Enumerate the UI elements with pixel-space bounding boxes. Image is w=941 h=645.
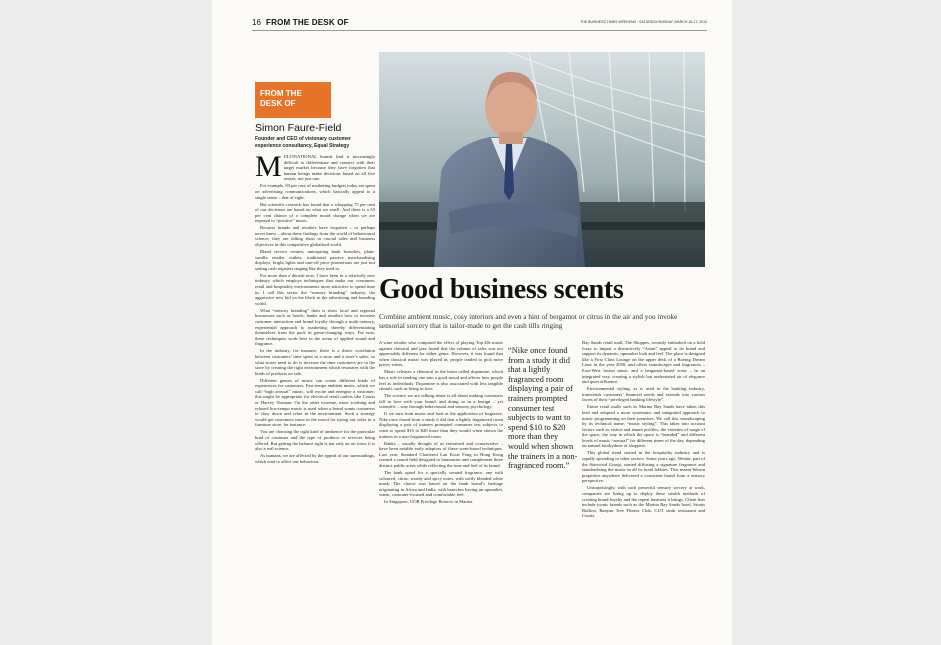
paragraph: The bank opted for a specially created fragrance, one with coloured, citrus, woody and spicy notes, with softly blended white musk. The choice was based on the bank brand’s heritage originating in Africa and India, with branches having an upmarket, warm, customer-focused and comfortable feel. bbox=[379, 470, 503, 498]
author-role: Founder and CEO of visionary customer experience consultancy, Equal Strategy bbox=[255, 136, 351, 149]
section-tag bbox=[255, 82, 331, 118]
paragraph: You are choosing the right kind of ambience for the particular kind of customer and the type of products or services being offered. But getting the balance right is not only an art form, it is also a real science. bbox=[255, 429, 375, 452]
portrait-photo bbox=[379, 52, 705, 267]
paragraph: But scientific research has found that a whopping 75 per cent of our decisions are based on what we smell. And there is a 65 per cent chance of a complete mood change when we are exposed to “positive” music. bbox=[255, 201, 375, 224]
paragraph: This global trend started in the hospitality industry and is rapidly spreading to other sectors. Some years ago, Westin, part of the Starwood Group, started diffusing a signature fragrance and standardising the music in all its hotel lobbies. This meant Westin properties anywhere delivered a consistent brand from a sensory perspective. bbox=[582, 450, 705, 484]
standfirst: Combine ambient music, cosy interiors and even a hint of bergamot or citrus in the air and you invoke sensorial sorcery that is tailor-made to get the cash tills ringing bbox=[379, 312, 678, 330]
newspaper-page bbox=[212, 0, 732, 645]
paragraph: Because brands and retailers have forgotten – or perhaps never knew – about these findings from the world of behavioural science, they are falling short in crucial sales and business objectives in this competitive globalised world. bbox=[255, 225, 375, 248]
section-tag-label: FROM THE DESK OF bbox=[260, 89, 302, 108]
paragraph: Different genres of music can create different kinds of experiences for customers. Fast-tempo ambient music, which we call “high arousal” music, will excite and energise a customer; this might be appropriate for electrical retail outlets like Courts or Harvey Norman. On the other extreme, more soothing and relaxed low-tempo music is used when a brand wants customers to slow down and relax in the environment. Such a strategy would get customers more in the mood for trying out sofas in a furniture store, for instance. bbox=[255, 377, 375, 428]
paragraph: In the industry, for instance, there is a direct correlation between customers’ time spent in a store and a store’s sales, so what stores need to do is increase the time customers are in the store by creating the right environment which resonates with the kinds of products on sale. bbox=[255, 348, 375, 376]
pull-quote: “Nike once found from a study it did that a lightly fragranced room displaying a pair of trainers prompted consumer test subjects to want to spend $10 to $20 more than they would when shown the trainers in a non-fragranced room.” bbox=[508, 346, 578, 471]
article-column-4 bbox=[582, 340, 705, 645]
paragraph: The science we are talking about is all about making customers fall in love with your brand, and doing so in a benign – yet scientific – way through behavioural and sensory psychology. bbox=[379, 393, 503, 410]
paragraph: For more than a decade now, I have been in a relatively new industry which employs techniques that make our consumer, retail and hospitality environments more attractive to spend time in. I call this sector the “sensory branding” industry, the aggressive new kid on the block in the advertising and branding world. bbox=[255, 272, 375, 306]
section-title: FROM THE DESK OF bbox=[266, 18, 349, 27]
author-name: Simon Faure-Field bbox=[255, 122, 342, 134]
paragraph: If we turn from music and look at the application of fragrance, Nike once found from a study it did that a lightly fragranced room displaying a pair of trainers prompted consumer test subjects to want to spend $10 to $20 more than they would when shown the trainers in a non-fragranced room. bbox=[379, 411, 503, 439]
paragraph: Entire retail malls such as Marina Bay Sands have taken this lead and adopted a more systematic and integrated approach to music programming on their premises. We call this soundscaping by its technical name, “music styling”. This takes into account factors such as visitor and tenant profiles, the varieties of usage of the space, the way in which the space is “branded” and different levels of music “arousal” for different times of the day, depending on natural biorhythms of shoppers. bbox=[582, 404, 705, 449]
publication-line: THE BUSINESS TIMES WEEKEND · SATURDAY/SUNDAY, MARCH 16-17, 2013 bbox=[580, 20, 707, 24]
paragraph: A wine retailer who compared the effect of playing Top 40s music against classical and jazz found that the volume of sales was not appreciably different for either genre. However, it was found that when classical music was played in, people tended to pick more pricey wines. bbox=[379, 340, 503, 368]
paragraph: Music releases a chemical in the brain called dopamine, which has a role in sending one into a good mood and affects how people feel as individuals. Dopamine is also associated with less tangible stimuli, such as being in love. bbox=[379, 369, 503, 392]
article-column-1 bbox=[255, 154, 375, 645]
page-header bbox=[252, 18, 707, 31]
paragraph: Bay Sands retail mall, The Shoppes, recently embarked on a bold foray to impart a distinctively “Asian” appeal to its brand and support its dynamic, upmarket look and feel. The place is designed like a First Class Lounge on the upper deck of a Boeing Dream Liner in the year 2050, and offers soundscapes and fragrances – East-West fusion music and a bergamot-based scent – in an integrated way, creating a stylish but understated air of elegance and quiet affluence. bbox=[582, 340, 705, 385]
paragraph: What “sensory branding” does is show local and regional businesses such as hotels, banks and retailers how to increase customer interaction and brand loyalty through a multi-sensory, experiential approach to marketing, thereby differentiating themselves from the pack in game-changing ways. For now, these techniques work best in the arena of applied sound and fragrance. bbox=[255, 307, 375, 347]
paragraph: Environmental styling, as is used in the banking industry, transcends customers’ financial needs and extends into various facets of their “privileged banking lifestyle”. bbox=[582, 386, 705, 403]
portrait-photo-image bbox=[379, 52, 705, 267]
paragraph: For example, 83 per cent of marketing budgets today are spent on advertising communications, which basically appeal to a single sense – that of sight. bbox=[255, 183, 375, 200]
lead-paragraph bbox=[255, 154, 375, 182]
paragraph: As humans, we are affected by the appeal of our surroundings, which tend to affect our behaviour. bbox=[255, 453, 375, 464]
paragraph: Bland service centres, uninspiring bank branches, plain-vanilla retailer outlets, traditional passive merchandising displays, bright lights and one-off price promotions are just not setting cash registers ringing like they used to. bbox=[255, 249, 375, 271]
lead-text: ULTINATIONAL brands find it increasingly difficult to differentiate and connect with their target market because they have forgotten that human beings make decisions based on all five senses, not just one. bbox=[283, 154, 375, 182]
paragraph: Unsurprisingly, with such powerful sensory sorcery at work, companies are lining up to deploy these stealth methods of creating brand loyalty and the repeat business it brings. Client lists include iconic brands such as the Marina Bay Sands hotel, Straits Bullion, Banyan Tree Fitness Club, CUT steak restaurant and Courts. bbox=[582, 485, 705, 519]
headline: Good business scents bbox=[379, 274, 624, 305]
paragraph: In Singapore, UOB Privilege Reserve in Marina bbox=[384, 499, 473, 505]
article-column-2 bbox=[379, 340, 503, 645]
paragraph: Banks – usually thought of as restrained and conservative – have been notable early adoptors of these scent-based techniques. Last year, Standard Chartered Lan Kwai Fong in Hong Kong created a sound field designed to harmonise and complement three distinct public areas while reflecting the tone and feel of its brand. bbox=[379, 440, 503, 469]
page-number: 16 bbox=[252, 18, 261, 27]
drop-cap: M bbox=[255, 154, 282, 183]
